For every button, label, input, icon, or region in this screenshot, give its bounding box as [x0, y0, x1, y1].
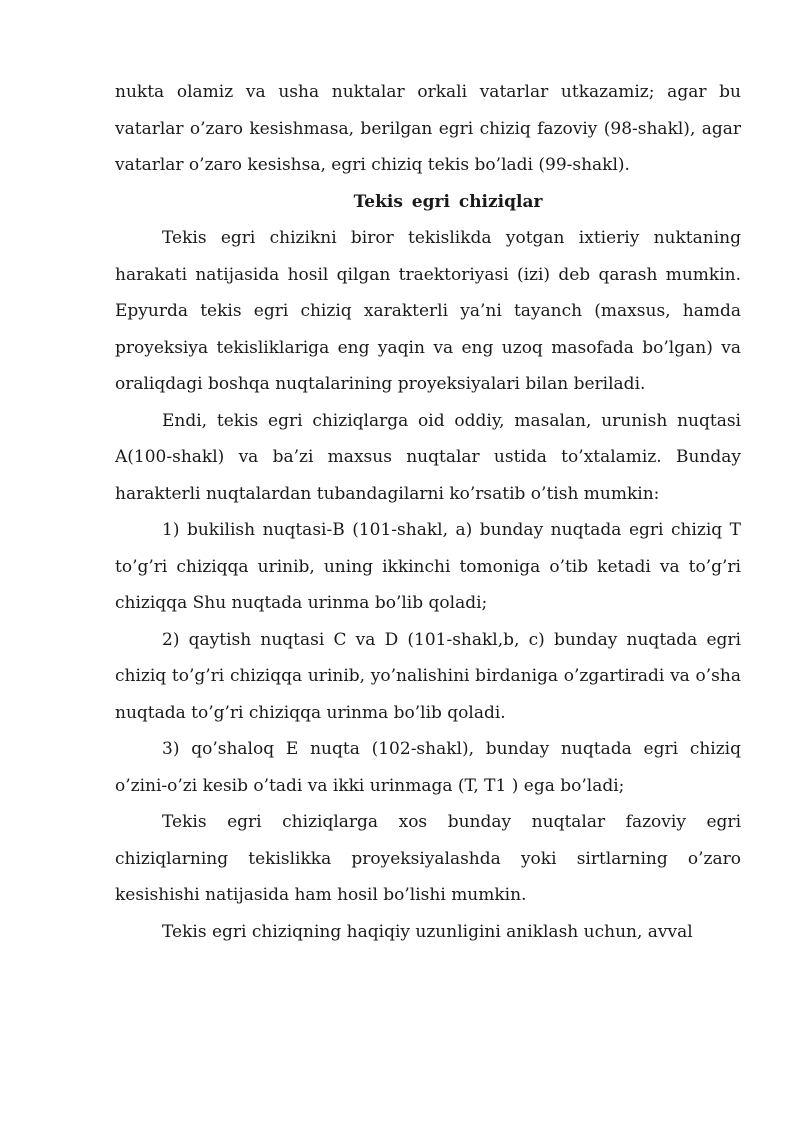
list-item-double-point: 3) qo’shaloq E nuqta (102-shakl), bunday nuqtada egri chiziq o’zini-o’zi kesib o’tadi va ikki urinmaga (T, T1 ) ega bo’ladi;: [115, 739, 741, 796]
list-item-cusp-point: 2) qaytish nuqtasi C va D (101-shakl,b, c) bunday nuqtada egri chiziq to’g’ri chiziqqa urinib, yo’nalishini birdaniga o’zgartiradi va o’sha nuqtada to’g’ri chiziqqa urinma bo’lib qoladi.: [115, 629, 741, 723]
paragraph-special-points: Endi, tekis egri chiziqlarga oid oddiy, masalan, urunish nuqtasi A(100-shakl) va ba’zi maxsus nuqtalar ustida to’xtalamiz. Bunday harakterli nuqtalardan tubandagilarni ko’rsatib o’tish mumkin:: [115, 410, 741, 504]
paragraph-length: Tekis egri chiziqning haqiqiy uzunligini aniklash uchun, avval: [162, 921, 693, 942]
section-heading: Tekis egri chiziqlar: [353, 191, 543, 212]
intro-paragraph: nukta olamiz va usha nuktalar orkali vatarlar utkazamiz; agar bu vatarlar o’zaro kesishmasa, berilgan egri chiziq fazoviy (98-shakl), agar vatarlar o’zaro kesishsa, egri chiziq tekis bo’ladi (99-shakl).: [115, 82, 741, 175]
paragraph-definition: Tekis egri chizikni biror tekislikda yotgan ixtieriy nuktaning harakati natijasida hosil qilgan traektoriyasi (izi) deb qarash mumkin. Epyurda tekis egri chiziq xarakterli ya’ni tayanch (maxsus, hamda proyeksiya tekisliklariga eng yaqin va eng uzoq masofada bo’lgan) va oraliqdagi boshqa nuqtalarining proyeksiyalari bilan beriladi.: [115, 228, 741, 394]
paragraph-projection: Tekis egri chiziqlarga xos bunday nuqtalar fazoviy egri chiziqlarning tekislikka proyeksiyalashda yoki sirtlarning o’zaro kesishishi natijasida ham hosil bo’lishi mumkin.: [115, 812, 741, 905]
document-page: [115, 74, 741, 950]
list-item-inflection-point: 1) bukilish nuqtasi-B (101-shakl, a) bunday nuqtada egri chiziq T to’g’ri chiziqqa urinib, uning ikkinchi tomoniga o’tib ketadi va to’g’ri chiziqqa Shu nuqtada urinma bo’lib qoladi;: [115, 520, 741, 613]
